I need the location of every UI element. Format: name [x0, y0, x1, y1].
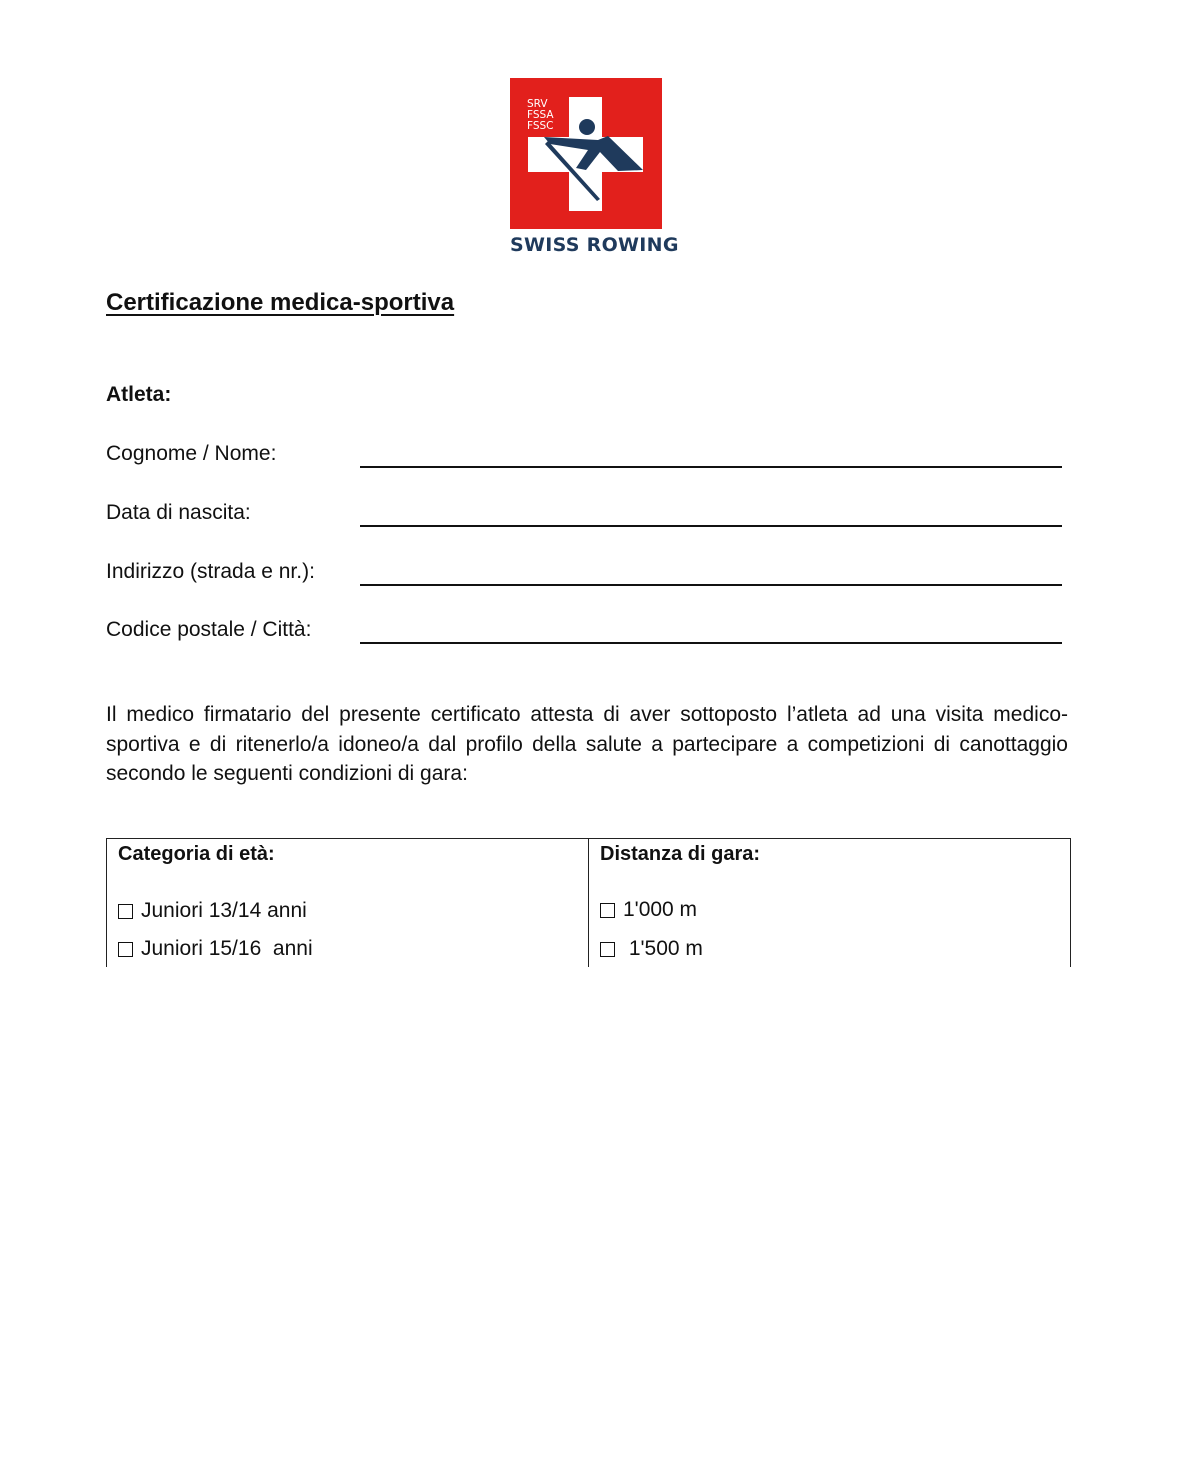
- field-label: Data di nascita:: [106, 501, 251, 524]
- checkbox-icon[interactable]: [600, 942, 615, 957]
- field-label: Cognome / Nome:: [106, 442, 277, 465]
- medical-statement: Il medico firmatario del presente certificato attesta di aver sottoposto l’atleta ad una visita medico-sportiva e di ritenerlo/a idoneo/a dal profilo della salute a partecipare a competizioni di canottaggio secondo le seguenti condizioni di gara:: [106, 703, 1068, 785]
- swiss-rowing-emblem: [510, 78, 662, 230]
- option-label: Juniori 15/16 anni: [141, 937, 313, 960]
- fill-line[interactable]: [360, 584, 1062, 586]
- option-1000m[interactable]: [600, 898, 697, 922]
- field-label: Indirizzo (strada e nr.):: [106, 560, 315, 583]
- abbr-fssa: FSSA: [527, 109, 554, 121]
- address-field[interactable]: [106, 560, 1066, 590]
- race-distance-heading: Distanza di gara:: [600, 843, 761, 865]
- postal-code-city-field[interactable]: [106, 618, 1066, 648]
- conditions-table: [106, 838, 1071, 967]
- checkbox-icon[interactable]: [118, 904, 133, 919]
- age-category-column: [107, 839, 589, 967]
- option-juniori-15-16[interactable]: [118, 937, 313, 961]
- race-distance-column: [589, 839, 1070, 967]
- field-label: Codice postale / Città:: [106, 618, 312, 641]
- fill-line[interactable]: [360, 466, 1062, 468]
- swiss-rowing-logo: [510, 78, 679, 258]
- abbr-srv: SRV: [527, 98, 548, 110]
- option-label: 1'000 m: [623, 898, 698, 921]
- birth-date-field[interactable]: [106, 501, 1066, 531]
- option-juniori-13-14[interactable]: [118, 899, 307, 923]
- option-label: Juniori 13/14 anni: [141, 899, 307, 922]
- option-1500m[interactable]: [600, 937, 703, 961]
- age-category-heading: Categoria di età:: [118, 843, 275, 865]
- athlete-heading: Atleta:: [106, 383, 172, 406]
- abbr-fssc: FSSC: [527, 120, 554, 132]
- page-title: Certificazione medica-sportiva: [106, 289, 455, 316]
- checkbox-icon[interactable]: [118, 942, 133, 957]
- logo-wordmark: SWISS ROWING: [510, 234, 679, 256]
- fill-line[interactable]: [360, 525, 1062, 527]
- surname-name-field[interactable]: [106, 442, 1066, 472]
- option-label: 1'500 m: [623, 937, 703, 960]
- checkbox-icon[interactable]: [600, 903, 615, 918]
- fill-line[interactable]: [360, 642, 1062, 644]
